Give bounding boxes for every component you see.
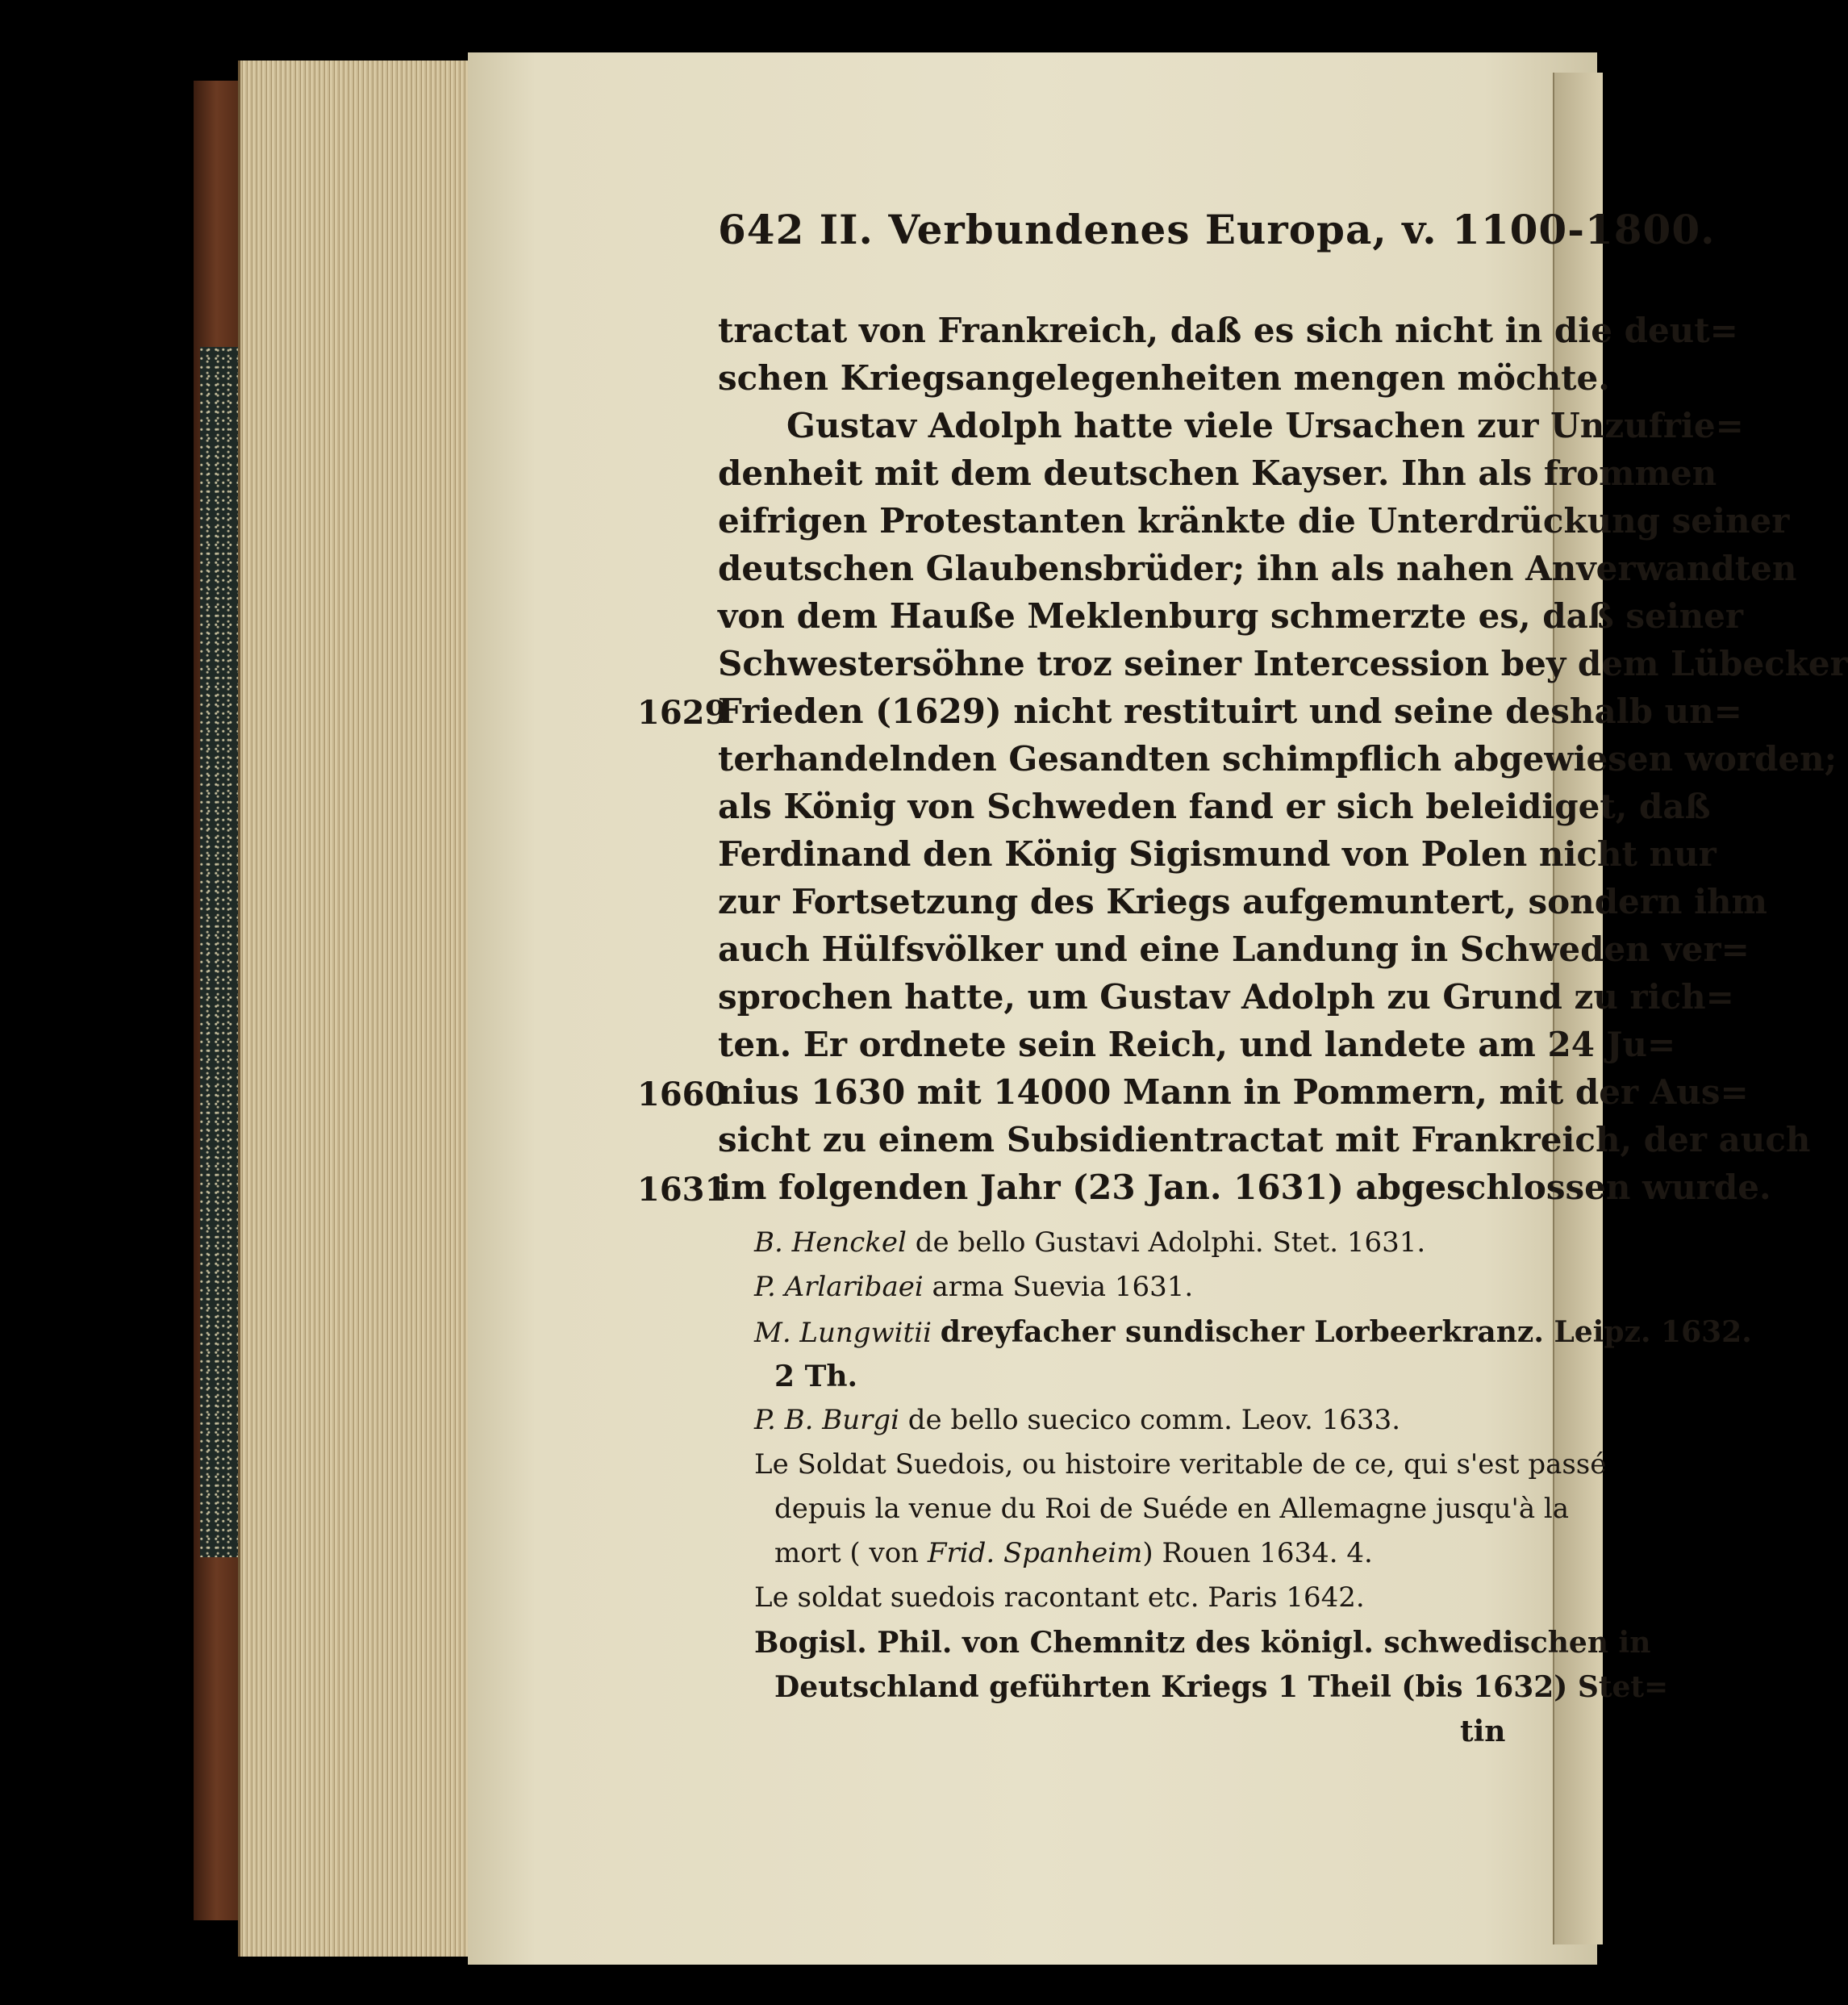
body-line: nius 1630 mit 14000 Mann in Pommern, mit der Aus=	[718, 1072, 1749, 1112]
note-line: Bogisl. Phil. von Chemnitz des königl. schwedischen in	[754, 1626, 1651, 1660]
note-line: depuis la venue du Roi de Suéde en Allemagne jusqu'à la	[774, 1493, 1570, 1525]
body-line: Gustav Adolph hatte viele Ursachen zur Unzufrie=	[786, 406, 1744, 445]
body-line: eifrigen Protestanten kränkte die Unterdrückung seiner	[718, 501, 1790, 541]
body-line: Ferdinand den König Sigismund von Polen nicht nur	[718, 834, 1717, 874]
margin-year: 1631	[637, 1171, 728, 1209]
body-line: terhandelnden Gesandten schimpflich abgewiesen worden;	[718, 739, 1838, 779]
body-line: sprochen hatte, um Gustav Adolph zu Grund zu rich=	[718, 977, 1734, 1017]
body-line: ten. Er ordnete sein Reich, und landete am 24 Ju=	[718, 1025, 1676, 1064]
body-line: schen Kriegsangelegenheiten mengen möchte.	[718, 358, 1610, 398]
note-line: mort ( von Frid. Spanheim) Rouen 1634. 4.	[774, 1537, 1373, 1569]
body-line: denheit mit dem deutschen Kayser. Ihn als frommen	[718, 453, 1717, 493]
body-line: deutschen Glaubensbrüder; ihn als nahen Anverwandten	[718, 549, 1797, 588]
body-line: Frieden (1629) nicht restituirt und seine deshalb un=	[718, 691, 1742, 731]
margin-year: 1660	[637, 1076, 728, 1113]
note-line: P. Arlaribaei arma Suevia 1631.	[754, 1271, 1194, 1303]
note-line: 2 Th.	[774, 1360, 858, 1393]
body-line: zur Fortsetzung des Kriegs aufgemuntert, sondern ihm	[718, 882, 1767, 921]
note-line: Le soldat suedois racontant etc. Paris 1642.	[754, 1581, 1365, 1614]
body-line: Schwestersöhne troz seiner Intercession bey dem Lübecker	[718, 644, 1848, 683]
body-line: im folgenden Jahr (23 Jan. 1631) abgeschlossen wurde.	[718, 1167, 1771, 1207]
body-line: tractat von Frankreich, daß es sich nicht in die deut=	[718, 311, 1738, 350]
note-line: M. Lungwitii dreyfacher sundischer Lorbeerkranz. Leipz. 1632.	[754, 1315, 1752, 1349]
body-line: als König von Schweden fand er sich beleidiget, daß	[718, 787, 1711, 826]
margin-year: 1629	[637, 694, 728, 732]
note-line: P. B. Burgi de bello suecico comm. Leov. 1633.	[754, 1404, 1401, 1436]
running-header: 642 II. Verbundenes Europa, v. 1100-1800.	[718, 206, 1716, 253]
catchword: tin	[1460, 1715, 1506, 1748]
body-line: auch Hülfsvölker und eine Landung in Schweden ver=	[718, 929, 1750, 969]
body-line: von dem Hauße Meklenburg schmerzte es, daß seiner	[718, 596, 1744, 636]
note-line: Le Soldat Suedois, ou histoire veritable de ce, qui s'est passé	[754, 1448, 1607, 1481]
body-line: sicht zu einem Subsidientractat mit Frankreich, der auch	[718, 1120, 1811, 1159]
note-line: Deutschland geführten Kriegs 1 Theil (bis 1632) Stet=	[774, 1670, 1669, 1704]
note-line: B. Henckel de bello Gustavi Adolphi. Stet. 1631.	[754, 1226, 1426, 1259]
page-edges	[238, 61, 482, 1957]
